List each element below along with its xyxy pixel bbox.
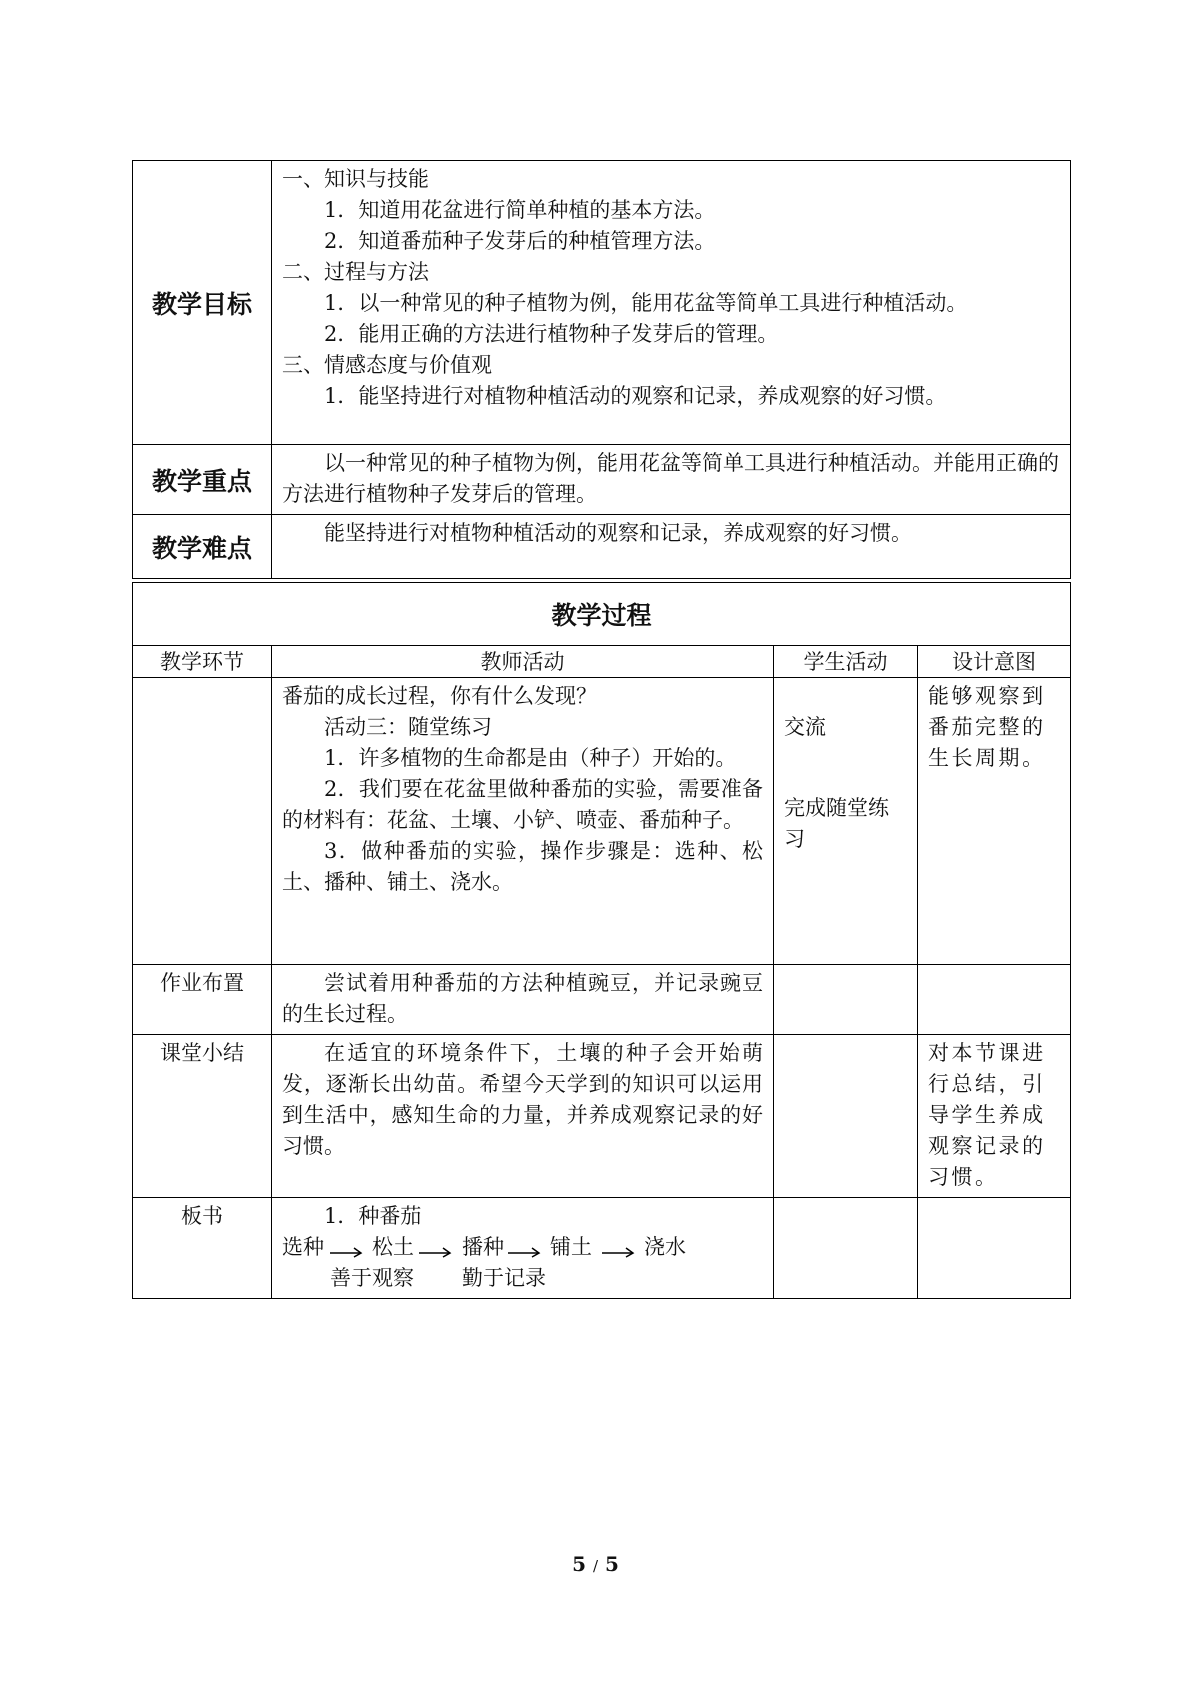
objectives-row [133,161,1071,445]
process-header-row [133,646,1071,678]
board-step: 选种 [282,1235,324,1259]
student-activity-cell [774,965,918,1035]
process-row-board [133,1198,1071,1299]
board-step: 播种 [462,1235,504,1259]
page-total: 5 [605,1552,619,1576]
header-design-intent: 设计意图 [918,646,1071,678]
objective-item: 1．能坚持进行对植物种植活动的观察和记录，养成观察的好习惯。 [324,384,947,408]
objectives-content [272,161,1071,445]
design-intent-cell [918,1198,1071,1299]
process-row-practice [133,678,1071,965]
objective-item: 2．知道番茄种子发芽后的种植管理方法。 [324,229,716,253]
process-title-row [133,583,1071,646]
stage-cell [133,678,272,965]
page-separator: / [592,1557,599,1575]
student-line: 交流 [784,715,826,739]
arrow-right-icon [330,1244,364,1258]
objectives-label: 教学目标 [133,161,272,445]
teacher-line: 2．我们要在花盆里做种番茄的实验，需要准备的材料有：花盆、土壤、小铲、喷壶、番茄种子。 [282,777,763,832]
teacher-line: 3．做种番茄的实验，操作步骤是：选种、松土、播种、铺土、浇水。 [282,839,763,894]
key-points-label: 教学重点 [133,445,272,515]
objective-item: 2．能用正确的方法进行植物种子发芽后的管理。 [324,322,779,346]
student-activity-cell [774,678,918,965]
stage-cell: 作业布置 [133,965,272,1035]
objective-item: 1．知道用花盆进行简单种植的基本方法。 [324,198,716,222]
board-heading: 1．种番茄 [324,1204,422,1228]
board-flow [282,1232,763,1294]
teacher-activity-cell: 尝试着用种番茄的方法种植豌豆，并记录豌豆的生长过程。 [272,965,774,1035]
key-points-row [133,445,1071,515]
objective-section-heading: 一、知识与技能 [282,167,429,191]
board-step: 浇水 [644,1235,686,1259]
student-activity-cell [774,1035,918,1198]
stage-cell: 板书 [133,1198,272,1299]
objectives-table [132,160,1071,579]
student-activity-cell [774,1198,918,1299]
teacher-activity-cell [272,678,774,965]
key-points-text: 以一种常见的种子植物为例，能用花盆等简单工具进行种植活动。并能用正确的方法进行植物种子发芽后的管理。 [272,445,1071,515]
objective-item: 1．以一种常见的种子植物为例，能用花盆等简单工具进行种植活动。 [324,291,968,315]
process-title: 教学过程 [133,583,1071,646]
board-writing-cell [272,1198,774,1299]
board-note: 善于观察 [330,1266,414,1290]
difficulties-label: 教学难点 [133,515,272,579]
arrow-right-icon [508,1244,542,1258]
board-step: 松土 [372,1235,414,1259]
difficulties-row [133,515,1071,579]
arrow-right-icon [602,1244,636,1258]
process-table [132,582,1071,1299]
page-number [0,1552,1191,1576]
objective-section-heading: 三、情感态度与价值观 [282,353,492,377]
teacher-line: 1．许多植物的生命都是由（种子）开始的。 [324,746,737,770]
design-intent-cell [918,965,1071,1035]
teacher-line: 番茄的成长过程，你有什么发现？ [282,684,597,708]
header-stage: 教学环节 [133,646,272,678]
arrow-right-icon [419,1244,453,1258]
header-student-activity: 学生活动 [774,646,918,678]
teacher-activity-cell: 在适宜的环境条件下，土壤的种子会开始萌发，逐渐长出幼苗。希望今天学到的知识可以运用到生活中，感知生命的力量，并养成观察记录的好习惯。 [272,1035,774,1198]
header-teacher-activity: 教师活动 [272,646,774,678]
process-row-summary [133,1035,1071,1198]
student-line: 完成随堂练习 [784,796,889,851]
difficulties-text: 能坚持进行对植物种植活动的观察和记录，养成观察的好习惯。 [272,515,1071,579]
objective-section-heading: 二、过程与方法 [282,260,429,284]
design-intent-cell: 能够观察到番茄完整的生长周期。 [918,678,1071,965]
teacher-line: 活动三：随堂练习 [324,715,492,739]
process-row-homework [133,965,1071,1035]
design-intent-cell: 对本节课进行总结，引导学生养成观察记录的习惯。 [918,1035,1071,1198]
board-step: 铺土 [550,1235,592,1259]
stage-cell: 课堂小结 [133,1035,272,1198]
board-note: 勤于记录 [462,1266,546,1290]
page-current: 5 [572,1552,586,1576]
